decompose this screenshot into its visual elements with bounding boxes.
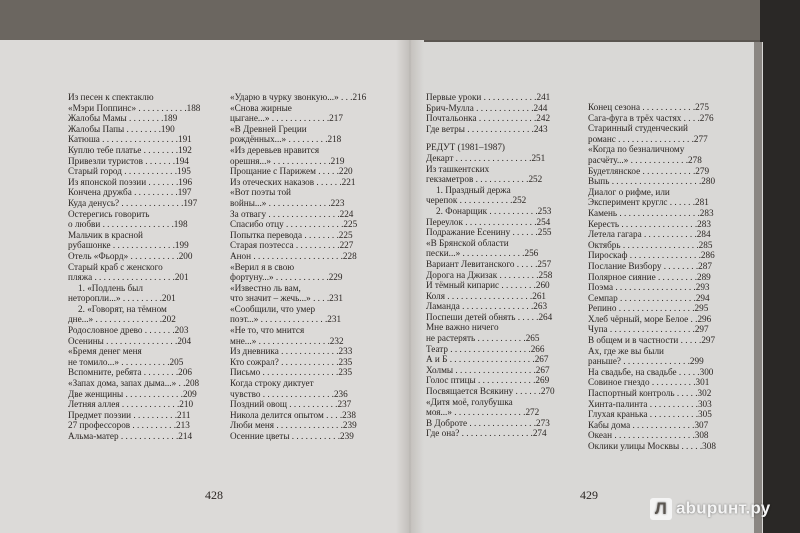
toc-entry: романс . . . . . . . . . . . . . . . . .277 bbox=[588, 133, 708, 144]
toc-entry: И тёмный кипарис . . . . . . . .260 bbox=[426, 280, 550, 291]
toc-entry: Отель «Фьорд» . . . . . . . . . . .200 bbox=[68, 250, 193, 261]
toc-entry: Первые уроки . . . . . . . . . . . .241 bbox=[426, 92, 551, 102]
toc-entry: Мне важно ничего bbox=[426, 322, 499, 333]
toc-entry: Океан . . . . . . . . . . . . . . . . . .308 bbox=[588, 430, 709, 441]
toc-entry: Мальчик в красной bbox=[68, 229, 143, 240]
background-right bbox=[760, 0, 800, 533]
toc-entry: 1. «Подлень был bbox=[78, 282, 143, 293]
toc-entry: «Запах дома, запах дыма...» . .208 bbox=[68, 378, 200, 389]
toc-entry: гекзаметров . . . . . . . . . . . .252 bbox=[426, 174, 543, 185]
toc-entry: Подражание Есенину . . . . . .255 bbox=[426, 227, 552, 238]
toc-entry: Брич-Мулла . . . . . . . . . . . . .244 bbox=[426, 102, 548, 113]
toc-entry: Поэма . . . . . . . . . . . . . . . . . .293 bbox=[588, 282, 710, 293]
toc-entry: Осенние цветы . . . . . . . . . . .239 bbox=[230, 431, 354, 441]
toc-entry: Послание Визбору . . . . . . . .287 bbox=[588, 260, 712, 271]
toc-entry: Ламанда . . . . . . . . . . . . . . . .263 bbox=[426, 301, 548, 312]
toc-entry: фортуну...» . . . . . . . . . . . .229 bbox=[230, 272, 343, 283]
toc-entry: Анон . . . . . . . . . . . . . . . . . . . .228 bbox=[230, 250, 357, 261]
toc-entry: «Дитя моё, голубушка bbox=[426, 396, 513, 407]
toc-entry: «В Древней Греции bbox=[230, 123, 307, 134]
toc-entry: Диалог о рифме, или bbox=[588, 186, 670, 197]
toc-entry: Будетлянское . . . . . . . . . . . .279 bbox=[588, 165, 710, 176]
toc-entry: рождённых...» . . . . . . . . .218 bbox=[230, 134, 342, 145]
toc-entry: «Ударю в чурку звонкую...» . . .216 bbox=[230, 92, 367, 102]
toc-entry: Старый краб с женского bbox=[68, 261, 163, 272]
toc-entry: Из ташкентских bbox=[426, 163, 490, 174]
toc-entry: Вспомните, ребята . . . . . . . .206 bbox=[68, 367, 192, 378]
toc-entry: раньше? . . . . . . . . . . . . . . .299 bbox=[588, 356, 704, 367]
toc-column-left-2 bbox=[230, 92, 390, 442]
toc-entry: Ах, где же вы были bbox=[588, 345, 664, 356]
toc-entry: мне...» . . . . . . . . . . . . . . . .232 bbox=[230, 335, 344, 346]
toc-entry: «Не то, что мнится bbox=[230, 325, 305, 336]
toc-entry: Вариант Левитанского . . . . .257 bbox=[426, 258, 552, 269]
toc-entry: Хинта-палинта . . . . . . . . . . .303 bbox=[588, 398, 712, 409]
toc-entry: Кто сожрал? . . . . . . . . . . . . .235 bbox=[230, 356, 353, 367]
toc-entry: пляжа . . . . . . . . . . . . . . . . . .201 bbox=[68, 272, 189, 283]
toc-entry: На свадьбе, на свадьбе . . . . .300 bbox=[588, 366, 714, 377]
toc-entry: «Вот поэты той bbox=[230, 187, 291, 198]
background-top bbox=[0, 0, 800, 40]
toc-entry: Из дневника . . . . . . . . . . . . .233 bbox=[230, 346, 353, 357]
toc-entry: Переулок . . . . . . . . . . . . . . . .254 bbox=[426, 216, 551, 227]
toc-entry: Камень . . . . . . . . . . . . . . . . . .283 bbox=[588, 207, 714, 218]
toc-entry: Летняя аллея . . . . . . . . . . . . .210 bbox=[68, 399, 194, 410]
book-gutter bbox=[396, 40, 424, 533]
toc-entry: черепок . . . . . . . . . . . .252 bbox=[426, 195, 527, 206]
toc-entry: Оклики улицы Москвы . . . . .308 bbox=[588, 441, 716, 451]
toc-entry: Полярное сияние . . . . . . . . .289 bbox=[588, 271, 711, 282]
toc-entry: Альма-матер . . . . . . . . . . . . .214 bbox=[68, 431, 193, 441]
toc-entry: Катюша . . . . . . . . . . . . . . . . .191 bbox=[68, 134, 192, 145]
toc-entry: цыгане...» . . . . . . . . . . . . .217 bbox=[230, 113, 343, 124]
toc-entry: орешня...» . . . . . . . . . . . . .219 bbox=[230, 155, 345, 166]
toc-entry: Люби меня . . . . . . . . . . . . . . .239 bbox=[230, 420, 357, 431]
toc-entry: не томило...» . . . . . . . . . . .205 bbox=[68, 356, 184, 367]
toc-entry: Привезли туристов . . . . . . .194 bbox=[68, 155, 189, 166]
toc-entry: Хлеб чёрный, море Белое . .296 bbox=[588, 313, 712, 324]
toc-entry: РЕДУТ (1981–1987) bbox=[426, 142, 505, 153]
toc-entry: Кабы дома . . . . . . . . . . . . . .307 bbox=[588, 419, 709, 430]
toc-entry: Летела гагара . . . . . . . . . . . .284 bbox=[588, 229, 711, 240]
toc-entry: А и Б . . . . . . . . . . . . . . . . . . .267 bbox=[426, 354, 549, 365]
toc-entry: Остерегись говорить bbox=[68, 208, 150, 219]
toc-entry: В Доброте . . . . . . . . . . . . . . .273 bbox=[426, 417, 550, 428]
toc-entry: о любви . . . . . . . . . . . . . . . .198 bbox=[68, 219, 188, 230]
toc-entry: «Мэри Поппинс» . . . . . . . . . . .188 bbox=[68, 102, 201, 113]
toc-entry: моя...» . . . . . . . . . . . . . . . .272 bbox=[426, 407, 540, 418]
toc-entry: «Верил я в свою bbox=[230, 261, 295, 272]
toc-entry: Паспортный контроль . . . . .302 bbox=[588, 388, 712, 399]
page-number-right: 429 bbox=[580, 488, 598, 502]
toc-entry: Коля . . . . . . . . . . . . . . . . . . .261 bbox=[426, 290, 547, 301]
toc-entry: войны...» . . . . . . . . . . . . . .223 bbox=[230, 197, 345, 208]
toc-entry: Старинный студенческий bbox=[588, 123, 688, 134]
toc-entry: Глухая кранька . . . . . . . . . . .305 bbox=[588, 409, 712, 420]
toc-entry: Поздний овощ . . . . . . . . . . .237 bbox=[230, 399, 352, 410]
toc-entry: Сага-фуга в трёх частях . . . .276 bbox=[588, 112, 714, 123]
watermark bbox=[650, 498, 770, 520]
toc-entry: Где ветры . . . . . . . . . . . . . . .243 bbox=[426, 123, 548, 134]
toc-entry: «Из деревьев нравится bbox=[230, 144, 320, 155]
toc-column-right-1 bbox=[426, 92, 578, 439]
toc-entry: Пироскаф . . . . . . . . . . . . . . . .286 bbox=[588, 250, 715, 261]
toc-entry: Эксперимент круглс . . . . . .281 bbox=[588, 197, 709, 208]
toc-entry: Из отеческих наказов . . . . . .221 bbox=[230, 176, 356, 187]
toc-column-left-1 bbox=[68, 92, 220, 442]
toc-entry: Прощание с Парижем . . . . .220 bbox=[230, 166, 353, 177]
toc-entry: 2. «Говорят, на тёмном bbox=[78, 303, 167, 314]
toc-entry: Родословное древо . . . . . . .203 bbox=[68, 325, 189, 336]
toc-entry: Дорога на Джизак . . . . . . . . .258 bbox=[426, 269, 553, 280]
toc-entry: неторопли...» . . . . . . . . .201 bbox=[68, 293, 176, 304]
page-number-left: 428 bbox=[205, 488, 223, 502]
toc-entry: «Известно ль вам, bbox=[230, 282, 301, 293]
toc-entry: Декарт . . . . . . . . . . . . . . . . .251 bbox=[426, 152, 546, 163]
toc-entry: пески...» . . . . . . . . . . . . . .256 bbox=[426, 248, 539, 259]
toc-entry: расчёту...» . . . . . . . . . . . . .278 bbox=[588, 154, 702, 165]
toc-entry: Куплю тебе платье . . . . . . . .192 bbox=[68, 144, 192, 155]
toc-entry: Из песен к спектаклю bbox=[68, 92, 154, 102]
toc-entry: Старый город . . . . . . . . . . . .195 bbox=[68, 166, 191, 177]
toc-entry: Поспеши детей обнять . . . . .264 bbox=[426, 311, 553, 322]
toc-entry: чувство . . . . . . . . . . . . . . . .236 bbox=[230, 388, 348, 399]
toc-column-right-2 bbox=[588, 102, 740, 452]
toc-entry: «Когда по безналичному bbox=[588, 144, 685, 155]
toc-entry: поэт...» . . . . . . . . . . . . . . .231 bbox=[230, 314, 342, 325]
toc-entry: «В Брянской области bbox=[426, 237, 509, 248]
toc-entry: Куда денусь? . . . . . . . . . . . . . .197 bbox=[68, 197, 198, 208]
toc-entry: Семпар . . . . . . . . . . . . . . . . .294 bbox=[588, 292, 710, 303]
toc-entry: 27 профессоров . . . . . . . . . .213 bbox=[68, 420, 190, 431]
toc-entry: «Бремя денег меня bbox=[68, 346, 142, 357]
toc-entry: Когда строку диктует bbox=[230, 378, 314, 389]
toc-entry: Спасибо отцу . . . . . . . . . . . . .225 bbox=[230, 219, 358, 230]
toc-entry: Никола делится опытом . . . .238 bbox=[230, 409, 356, 420]
toc-entry: что значит – жечь...» . . . .231 bbox=[230, 293, 343, 304]
toc-entry: Октябрь . . . . . . . . . . . . . . . . .285 bbox=[588, 239, 713, 250]
toc-entry: Попытка перевода . . . . . . . .225 bbox=[230, 229, 353, 240]
toc-entry: Совиное гнездо . . . . . . . . . .301 bbox=[588, 377, 710, 388]
toc-entry: Старая поэтесса . . . . . . . . . .227 bbox=[230, 240, 354, 251]
watermark-logo-icon: Л bbox=[650, 498, 672, 520]
toc-entry: Посвящается Всякину . . . . . .270 bbox=[426, 386, 555, 397]
toc-entry: Репино . . . . . . . . . . . . . . . . .295 bbox=[588, 303, 709, 314]
page-edge bbox=[754, 42, 762, 533]
toc-entry: Почтальонка . . . . . . . . . . . . .242 bbox=[426, 113, 551, 124]
toc-entry: Чупа . . . . . . . . . . . . . . . . . . .297 bbox=[588, 324, 709, 335]
toc-entry: Выпь . . . . . . . . . . . . . . . . . . . .280 bbox=[588, 176, 716, 187]
toc-entry: Из японской поэзии . . . . . . .196 bbox=[68, 176, 193, 187]
toc-entry: не растерять . . . . . . . . . . .265 bbox=[426, 333, 540, 344]
toc-entry: Две женщины . . . . . . . . . . . . .209 bbox=[68, 388, 197, 399]
toc-entry: 2. Фонарщик . . . . . . . . . . .253 bbox=[436, 205, 552, 216]
toc-entry: Кересть . . . . . . . . . . . . . . . . .283 bbox=[588, 218, 711, 229]
toc-entry: В общем и в частности . . . . .297 bbox=[588, 335, 716, 346]
toc-entry: рубашонке . . . . . . . . . . . . . .199 bbox=[68, 240, 189, 251]
toc-entry: дне...» . . . . . . . . . . . . . . .202 bbox=[68, 314, 176, 325]
toc-entry: Холмы . . . . . . . . . . . . . . . . . .267 bbox=[426, 364, 550, 375]
toc-entry: Кончена дружба . . . . . . . . . .197 bbox=[68, 187, 192, 198]
toc-entry: Письмо . . . . . . . . . . . . . . . . .235 bbox=[230, 367, 353, 378]
toc-entry: Конец сезона . . . . . . . . . . . .275 bbox=[588, 102, 709, 112]
toc-entry: «Сообщили, что умер bbox=[230, 303, 316, 314]
toc-entry: Осенины . . . . . . . . . . . . . . . .204 bbox=[68, 335, 192, 346]
watermark-text: abuрuнт.ру bbox=[676, 498, 771, 518]
toc-entry: Жалобы Папы . . . . . . . .190 bbox=[68, 123, 175, 134]
toc-entry: Жалобы Мамы . . . . . . . .189 bbox=[68, 113, 178, 124]
toc-entry: 1. Праздный держа bbox=[436, 184, 511, 195]
toc-entry: «Снова жирные bbox=[230, 102, 292, 113]
toc-entry: За отвагу . . . . . . . . . . . . . . . .224 bbox=[230, 208, 354, 219]
toc-entry: Голос птицы . . . . . . . . . . . . .269 bbox=[426, 375, 550, 386]
toc-entry bbox=[426, 134, 578, 142]
toc-entry: Предмет поэзии . . . . . . . . . .211 bbox=[68, 409, 191, 420]
toc-entry: Театр . . . . . . . . . . . . . . . . . .266 bbox=[426, 343, 545, 354]
toc-entry: Где она? . . . . . . . . . . . . . . . .274 bbox=[426, 428, 547, 439]
